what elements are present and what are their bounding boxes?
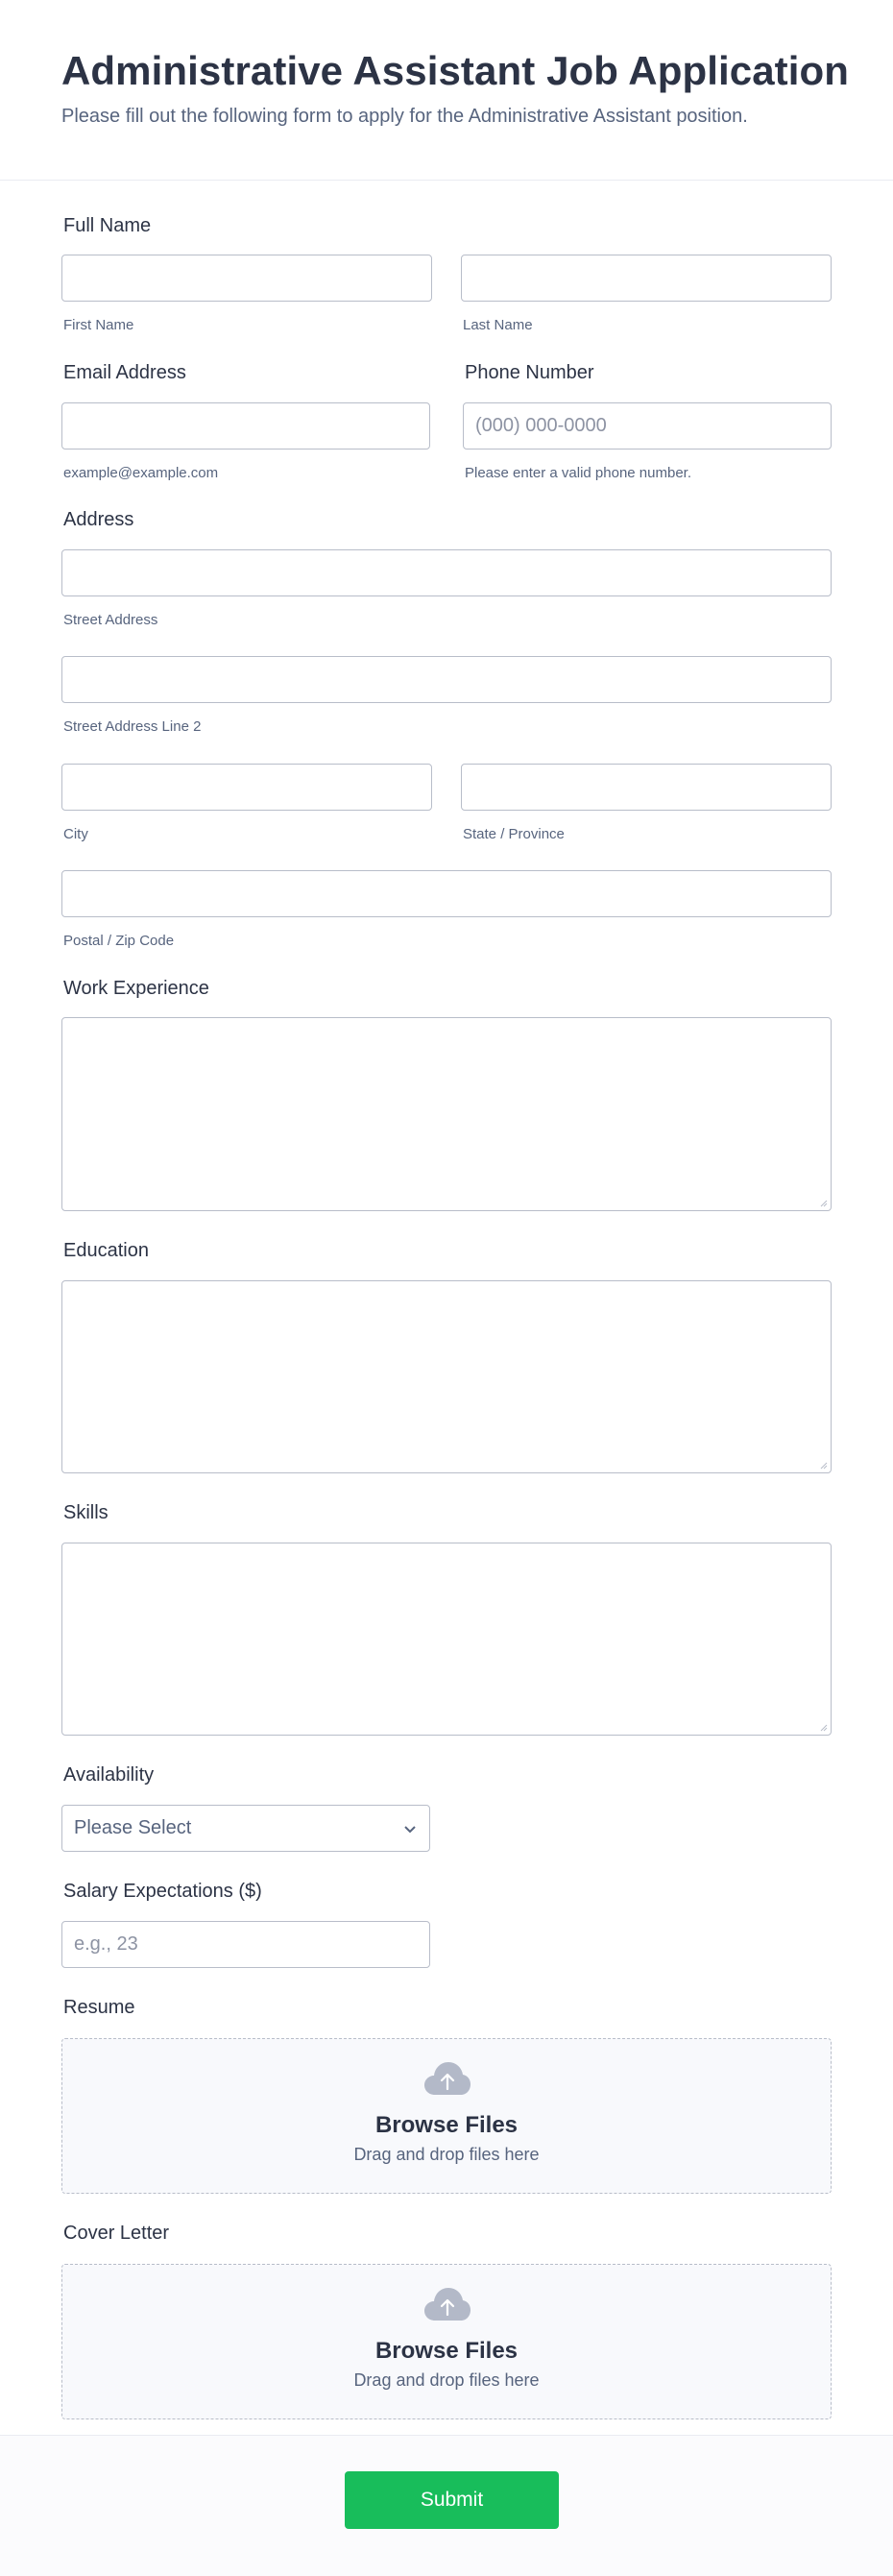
phone-sublabel: Please enter a valid phone number. <box>465 465 691 481</box>
cover-letter-upload-dropzone[interactable] <box>61 2264 832 2419</box>
resize-grip-icon[interactable] <box>818 1722 828 1732</box>
postal-code-input[interactable] <box>61 870 832 917</box>
page-title: Administrative Assistant Job Application <box>61 48 850 93</box>
form-footer <box>0 2435 893 2576</box>
resize-grip-icon[interactable] <box>818 1198 828 1207</box>
address-label: Address <box>63 509 134 530</box>
email-sublabel: example@example.com <box>63 465 219 481</box>
resume-label: Resume <box>63 1997 135 2018</box>
email-label: Email Address <box>63 362 186 383</box>
upload-cloud-icon <box>423 2286 471 2322</box>
first-name-sublabel: First Name <box>63 317 134 333</box>
education-textarea[interactable] <box>61 1280 832 1473</box>
resize-grip-icon[interactable] <box>818 1460 828 1470</box>
first-name-input[interactable] <box>61 255 432 302</box>
skills-label: Skills <box>63 1502 109 1523</box>
street-address-line2-sublabel: Street Address Line 2 <box>63 718 202 735</box>
phone-field[interactable] <box>463 402 832 450</box>
phone-label: Phone Number <box>465 362 594 383</box>
last-name-sublabel: Last Name <box>463 317 533 333</box>
work-experience-textarea[interactable] <box>61 1017 832 1211</box>
submit-button[interactable]: Submit <box>345 2471 559 2529</box>
city-sublabel: City <box>63 826 88 842</box>
street-address-line2-input[interactable] <box>61 656 832 703</box>
page-subtitle: Please fill out the following form to apply for the Administrative Assistant position. <box>61 106 748 127</box>
availability-select[interactable] <box>61 1805 430 1852</box>
street-address-sublabel: Street Address <box>63 612 158 628</box>
chevron-down-icon <box>402 1821 418 1836</box>
skills-textarea[interactable] <box>61 1543 832 1736</box>
state-input[interactable] <box>461 764 832 811</box>
cover-letter-label: Cover Letter <box>63 2223 170 2244</box>
city-input[interactable] <box>61 764 432 811</box>
availability-label: Availability <box>63 1764 155 1786</box>
form-header <box>0 0 893 181</box>
resume-drag-hint: Drag and drop files here <box>353 2145 540 2164</box>
street-address-input[interactable] <box>61 549 832 596</box>
cover-letter-drag-hint: Drag and drop files here <box>353 2370 540 2390</box>
salary-input[interactable] <box>61 1921 430 1968</box>
email-field[interactable] <box>61 402 430 450</box>
resume-browse-files[interactable]: Browse Files <box>374 2112 519 2138</box>
postal-code-sublabel: Postal / Zip Code <box>63 933 175 949</box>
work-experience-label: Work Experience <box>63 978 209 999</box>
last-name-input[interactable] <box>461 255 832 302</box>
salary-label: Salary Expectations ($) <box>63 1881 262 1902</box>
education-label: Education <box>63 1240 149 1261</box>
state-sublabel: State / Province <box>463 826 565 842</box>
upload-cloud-icon <box>423 2060 471 2097</box>
resume-upload-dropzone[interactable] <box>61 2038 832 2194</box>
cover-letter-browse-files[interactable]: Browse Files <box>374 2338 519 2364</box>
availability-selected-value: Please Select <box>74 1817 192 1838</box>
full-name-label: Full Name <box>63 215 152 236</box>
